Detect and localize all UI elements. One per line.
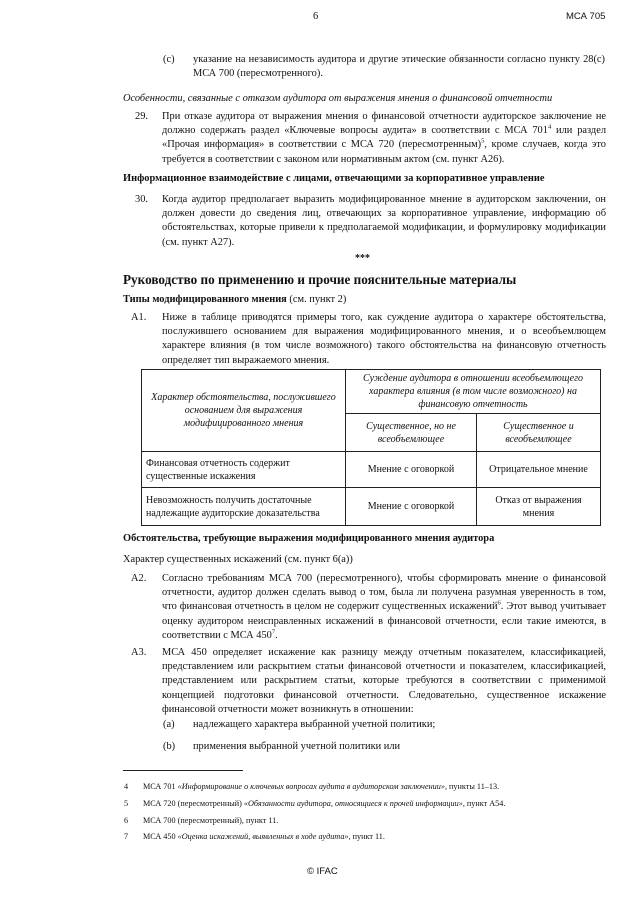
misstatement-nature-subheading: Характер существенных искажений (см. пункт 6(a))	[123, 554, 353, 565]
opinion-type-table	[141, 369, 601, 526]
table-row	[142, 488, 601, 526]
footnote-number: 4	[124, 782, 129, 791]
footnote-6: МСА 700 (пересмотренный), пункт 11.	[143, 816, 279, 825]
table-column-header-1: Существенное, но не всеобъемлющее	[346, 414, 477, 452]
paragraph-a1-number: A1.	[131, 312, 147, 323]
footnote-ref-5: 5	[481, 137, 485, 145]
table-cell: Мнение с оговоркой	[346, 452, 477, 488]
footnote-number: 7	[124, 832, 129, 841]
footnote-number: 6	[124, 816, 129, 825]
footnote-4: МСА 701 «Информирование о ключевых вопросах аудита в аудиторском заключении», пункты 11–13.	[143, 782, 500, 791]
footnote-divider	[123, 770, 243, 771]
paragraph-30-number: 30.	[135, 194, 148, 205]
footnote-ref-4: 4	[547, 123, 552, 131]
opinion-types-subheading: Типы модифицированного мнения (см. пункт 2)	[123, 294, 347, 305]
table-row-label: Финансовая отчетность содержит существенные искажения	[142, 452, 346, 488]
paragraph-29-number: 29.	[135, 111, 148, 122]
section-heading-refusal: Особенности, связанные с отказом аудитора от выражения мнения о финансовой отчетности	[123, 93, 553, 104]
page-number: 6	[313, 11, 319, 22]
page-footer: © IFAC	[307, 866, 338, 877]
paragraph-a2-number: A2.	[131, 573, 147, 584]
section-heading-interaction: Информационное взаимодействие с лицами, отвечающими за корпоративное управление	[123, 173, 545, 184]
sub-item-a-text: надлежащего характера выбранной учетной политики;	[193, 719, 436, 730]
paragraph-30-text: Когда аудитор предполагает выразить модифицированное мнение в аудиторском заключении, он должен довести до сведения лиц, отвечающих за корпоративное управление, информацию об обстоятельствах, которые привели к предполагаемой модификации, и формулировку модификации (см. пункт A27).	[162, 194, 606, 248]
sub-item-b-label: (b)	[163, 741, 176, 752]
item-c-label: (c)	[163, 54, 175, 65]
guidance-heading: Руководство по применению и прочие пояснительные материалы	[123, 272, 517, 287]
table-row	[142, 452, 601, 488]
section-separator: ***	[355, 253, 370, 264]
paragraph-a2-text: Согласно требованиям МСА 700 (пересмотренного), чтобы сформировать мнение о финансовой отчетности, аудитор должен сделать вывод о том, была ли получена разумная уверенность в том, что финансовая отчетность в целом не содержит существенных искажений$^6$. Этот вывод учитывает оценку аудитором неисправленных искажений в финансовой отчетности, если такие имеются, в соответствии с МСА $450^7$.	[162, 573, 606, 641]
table-column-header-2: Существенное и всеобъемлющее	[477, 414, 601, 452]
footnote-ref-7: 7	[271, 628, 276, 636]
paragraph-29-text: При отказе аудитора от выражения мнения о финансовой отчетности аудиторское заключение не должно содержать раздел «Ключевые вопросы аудита» в соответствии с МСА $701^4$ или раздел «Прочая информация» в соответствии с МСА 720 (пересмотренным)$^5$, кроме случаев, когда это требуется в соответствии с законом или нормативным актом (см. пункт A26).	[162, 111, 606, 165]
document-id: МСА 705	[566, 11, 606, 22]
footnote-5: МСА 720 (пересмотренный) «Обязанности аудитора, относящиеся к прочей информации», пункт A54.	[143, 799, 506, 808]
table-row-label: Невозможность получить достаточные надлежащие аудиторские доказательства	[142, 488, 346, 526]
footnote-7: МСА 450 «Оценка искажений, выявленных в ходе аудита», пункт 11.	[143, 832, 385, 841]
table-cell: Отказ от выражения мнения	[477, 488, 601, 526]
sub-item-a-label: (a)	[163, 719, 175, 730]
table-cell: Отрицательное мнение	[477, 452, 601, 488]
table-column-group-header: Суждение аудитора в отношении всеобъемлющего характера влияния (в том числе возможного) на финансовую отчетность	[346, 370, 601, 414]
paragraph-a1-text: Ниже в таблице приводятся примеры того, как суждение аудитора о характере обстоятельства, послужившего основанием для выражения модифицированного мнения, и о всеобъемлющем характере влияния (в том числе возможного) такого обстоятельства на финансовую отчетность определяет тип выражаемого мнения.	[162, 312, 606, 366]
paragraph-a3-text: МСА 450 определяет искажение как разницу между отчетным показателем, классификацией, представлением или раскрытием статьи финансовой отчетности и показателем, классификацией, представлением или раскрытием статьи, которые требуются в соответствии с применимой концепцией подготовки финансовой отчетности. Следовательно, существенное искажение финансовой отчетности может возникнуть в отношении:	[162, 647, 606, 715]
sub-item-b-text: применения выбранной учетной политики или	[193, 741, 401, 752]
table-cell: Мнение с оговоркой	[346, 488, 477, 526]
table-row-header: Характер обстоятельства, послужившего основанием для выражения модифицированного мнения	[142, 370, 346, 452]
footnote-number: 5	[124, 799, 129, 808]
circumstances-heading: Обстоятельства, требующие выражения модифицированного мнения аудитора	[123, 533, 495, 544]
footnote-ref-6: 6	[497, 599, 501, 607]
paragraph-a3-number: A3.	[131, 647, 147, 658]
item-c-text: указание на независимость аудитора и другие этические обязанности согласно пункту 28(c) МСА 700 (пересмотренного).	[193, 54, 605, 80]
